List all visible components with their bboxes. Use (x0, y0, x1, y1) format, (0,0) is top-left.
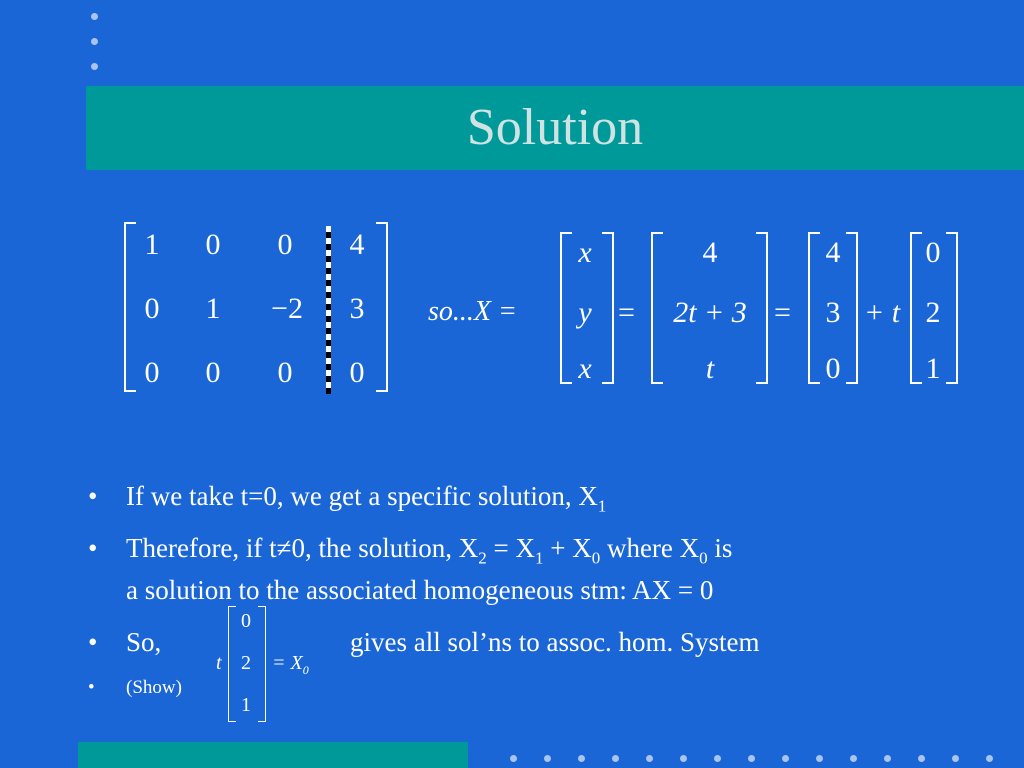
matrix-cell: 0 (205, 228, 221, 261)
bullet-text: a solution to the associated homogeneous stm: AX = 0 (126, 575, 714, 605)
vector-entry: 2 (241, 652, 251, 674)
matrix-cell: 0 (205, 356, 221, 389)
inline-equals-x: = X (272, 652, 303, 674)
plus-t: + t (864, 296, 901, 329)
bullet-text: = X (486, 533, 535, 563)
vector-entry: 4 (702, 236, 718, 269)
vector-right-bracket (602, 232, 614, 384)
matrix-cell: 0 (277, 228, 293, 261)
decor-dot (680, 755, 687, 762)
decor-dot (748, 755, 755, 762)
matrix-cell: 0 (277, 356, 293, 389)
bullet-text: where X (600, 533, 700, 563)
bullet-text: (Show) (126, 677, 182, 698)
vector-entry: 0 (825, 352, 841, 385)
vector-entry: 0 (925, 236, 941, 269)
decor-dot (578, 755, 585, 762)
decor-dot (544, 755, 551, 762)
subscript: 1 (534, 548, 544, 568)
decor-dot (91, 63, 98, 70)
matrix-cell: −2 (271, 292, 303, 325)
bullet-text: is (707, 533, 733, 563)
matrix-cell: 0 (349, 356, 365, 389)
matrix-cell: 1 (144, 228, 160, 261)
subscript: 1 (597, 496, 607, 516)
bullet-marker: • (88, 627, 98, 657)
decor-dot (918, 755, 925, 762)
bullet-marker: • (88, 481, 98, 511)
bullet-text: + X (543, 533, 592, 563)
decor-dot (884, 755, 891, 762)
decor-dot (952, 755, 959, 762)
vector-entry: 2 (925, 296, 941, 329)
subscript: 0 (699, 548, 708, 568)
vector-entry: 1 (925, 352, 941, 385)
decor-dot (782, 755, 789, 762)
subscript: 0 (591, 548, 601, 568)
vector-entry: 0 (241, 610, 251, 632)
augment-divider (326, 226, 331, 394)
vector-entry: x (578, 352, 592, 385)
equation-prefix: so...X = (428, 296, 517, 327)
decor-dot (612, 755, 619, 762)
matrix-cell: 3 (349, 292, 365, 325)
vector-entry: 2t + 3 (673, 296, 747, 329)
bullet-text: So, (126, 627, 162, 657)
decor-dot (510, 755, 517, 762)
matrix-cell: 4 (349, 228, 365, 261)
bullet-text: gives all sol’ns to assoc. hom. System (350, 627, 760, 657)
matrix-right-bracket (376, 222, 388, 392)
vector-entry: y (578, 296, 592, 329)
bullet-marker: • (88, 677, 95, 698)
decor-dot (850, 755, 857, 762)
matrix-cell: 1 (205, 292, 221, 325)
bottom-accent-bar (78, 742, 468, 768)
vector-entry: t (705, 352, 715, 385)
matrix-cell: 0 (144, 292, 160, 325)
bullet-marker: • (88, 533, 98, 563)
vector-entry: 4 (825, 236, 841, 269)
subscript: 2 (478, 548, 487, 568)
vector-entry: 1 (241, 694, 251, 716)
slide-title: Solution (466, 99, 644, 156)
vector-entry: x (578, 236, 592, 269)
decor-dot (91, 13, 98, 20)
equals-sign: = (618, 296, 635, 329)
inline-t: t (216, 652, 222, 674)
title-bar (86, 86, 1024, 170)
vector-entry: 3 (825, 296, 841, 329)
matrix-cell: 0 (144, 356, 160, 389)
decor-dot (986, 755, 993, 762)
equals-sign: = (774, 296, 791, 329)
subscript: 0 (302, 663, 309, 677)
decor-dot (714, 755, 721, 762)
decor-dot (646, 755, 653, 762)
decor-dot (816, 755, 823, 762)
bullet-text: If we take t=0, we get a specific solution, X (126, 481, 598, 511)
vector-right-bracket (258, 606, 266, 722)
bullet-text: Therefore, if t≠0, the solution, X (126, 533, 479, 563)
decor-dot (91, 38, 98, 45)
